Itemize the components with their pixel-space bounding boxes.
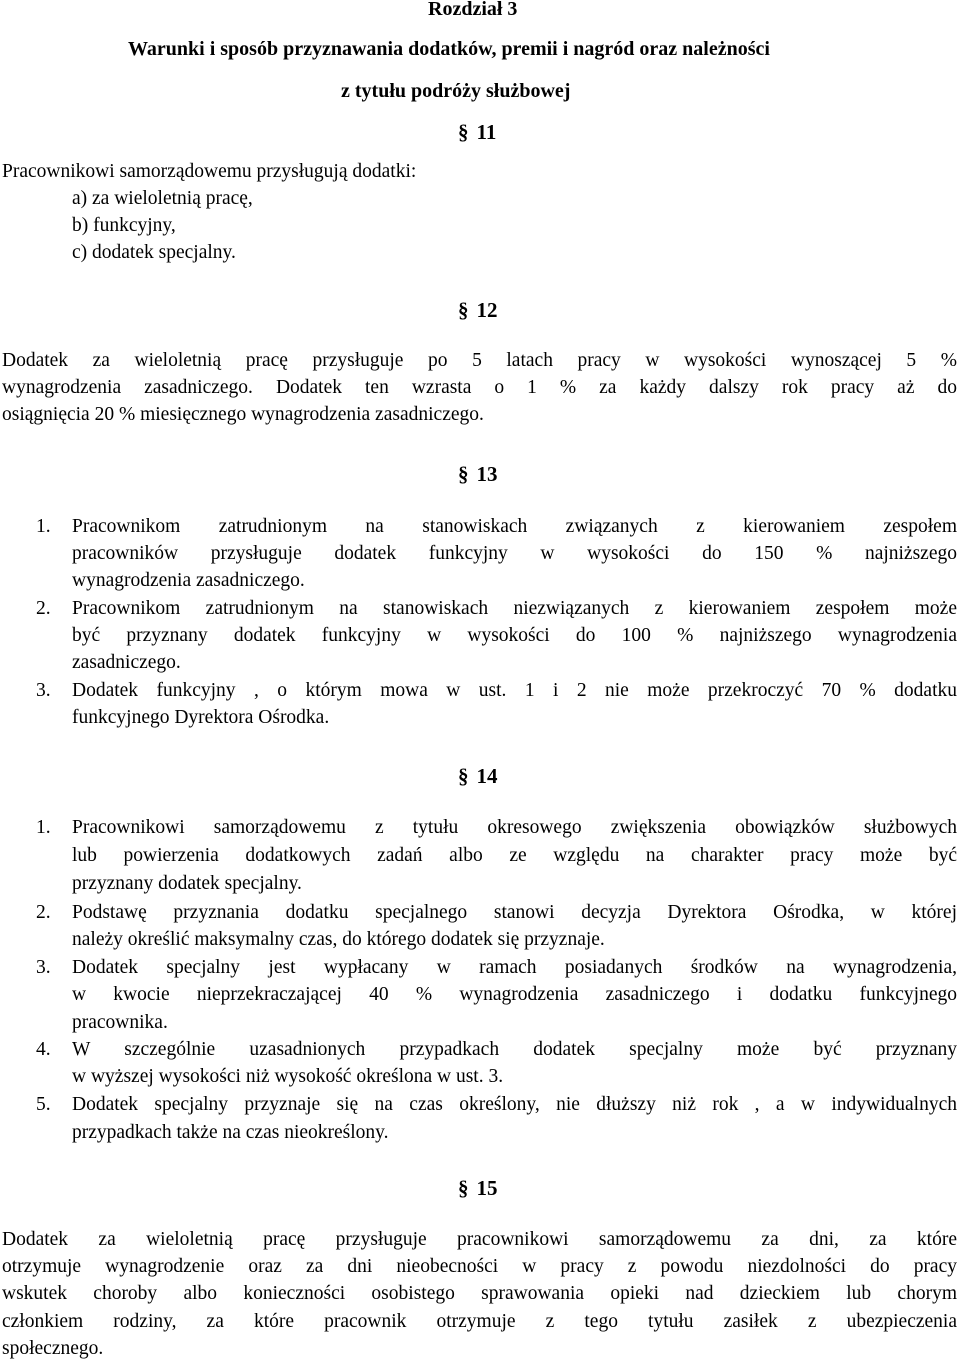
section-sign-icon: §	[458, 764, 469, 788]
section-14-item-number: 2.	[36, 902, 51, 923]
section-14-item-line: pracownika.	[72, 1012, 168, 1033]
section-14-item-line: Pracownikowi samorządowemu z tytułu okresowego zwiększenia obowiązków służbowych	[72, 817, 957, 838]
chapter-subtitle-line2: z tytułu podróży służbowej	[341, 80, 571, 102]
section-14-item-number: 5.	[36, 1094, 51, 1115]
section-14-item-line: należy określić maksymalny czas, do którego dodatek się przyznaje.	[72, 929, 605, 950]
section-14-item-line: przypadkach także na czas nieokreślony.	[72, 1122, 389, 1143]
section-13-item-line: Dodatek funkcyjny , o którym mowa w ust. 1 i 2 nie może przekroczyć 70 % dodatku	[72, 680, 957, 701]
section-12-line: osiągnięcia 20 % miesięcznego wynagrodzenia zasadniczego.	[2, 404, 484, 425]
section-15-line: wskutek choroby albo konieczności osobistego sprawowania opieki nad dzieckiem lub chorym	[2, 1283, 957, 1304]
section-13-item-line: funkcyjnego Dyrektora Ośrodka.	[72, 707, 330, 728]
section-14-item-line: lub powierzenia dodatkowych zadań albo ze względu na charakter pracy może być	[72, 845, 957, 866]
section-14-item-line: przyznany dodatek specjalny.	[72, 873, 302, 894]
section-12-heading: § 12	[458, 298, 498, 322]
section-11-item: c) dodatek specjalny.	[72, 242, 236, 263]
section-14-item-line: Podstawę przyznania dodatku specjalnego stanowi decyzja Dyrektora Ośrodka, w której	[72, 902, 957, 923]
section-13-item-line: pracowników przysługuje dodatek funkcyjny w wysokości do 150 % najniższego	[72, 543, 957, 564]
section-11-heading: § 11	[458, 120, 497, 144]
section-14-item-number: 1.	[36, 817, 51, 838]
section-sign-icon: §	[458, 1176, 469, 1200]
section-14-item-line: W szczególnie uzasadnionych przypadkach dodatek specjalny może być przyznany	[72, 1039, 957, 1060]
section-13-item-line: być przyznany dodatek funkcyjny w wysokości do 100 % najniższego wynagrodzenia	[72, 625, 957, 646]
section-14-item-line: Dodatek specjalny jest wypłacany w ramach posiadanych środków na wynagrodzenia,	[72, 957, 957, 978]
section-13-heading: § 13	[458, 462, 498, 486]
section-14-item-line: w kwocie nieprzekraczającej 40 % wynagrodzenia zasadniczego i dodatku funkcyjnego	[72, 984, 957, 1005]
section-14-item-line: Dodatek specjalny przyznaje się na czas określony, nie dłuższy niż rok , a w indywidualnych	[72, 1094, 957, 1115]
section-14-item-number: 4.	[36, 1039, 51, 1060]
section-13-item-line: wynagrodzenia zasadniczego.	[72, 570, 305, 591]
section-11-item: b) funkcyjny,	[72, 215, 176, 236]
section-14-item-number: 3.	[36, 957, 51, 978]
section-11-item: a) za wieloletnią pracę,	[72, 188, 253, 209]
section-sign-icon: §	[458, 120, 469, 144]
section-13-item-line: Pracownikom zatrudnionym na stanowiskach niezwiązanych z kierowaniem zespołem może	[72, 598, 957, 619]
section-12-line: Dodatek za wieloletnią pracę przysługuje po 5 latach pracy w wysokości wynoszącej 5 %	[2, 350, 957, 371]
section-15-line: Dodatek za wieloletnią pracę przysługuje pracownikowi samorządowemu za dni, za które	[2, 1229, 957, 1250]
section-15-line: członkiem rodziny, za które pracownik otrzymuje z tego tytułu zasiłek z ubezpieczenia	[2, 1311, 957, 1332]
section-sign-icon: §	[458, 298, 469, 322]
section-12-line: wynagrodzenia zasadniczego. Dodatek ten wzrasta o 1 % za każdy dalszy rok pracy aż do	[2, 377, 957, 398]
section-15-line: społecznego.	[2, 1338, 104, 1359]
section-13-item-line: zasadniczego.	[72, 652, 181, 673]
section-14-item-line: w wyższej wysokości niż wysokość określona w ust. 3.	[72, 1066, 504, 1087]
section-14-heading: § 14	[458, 764, 498, 788]
section-13-item-line: Pracownikom zatrudnionym na stanowiskach związanych z kierowaniem zespołem	[72, 516, 957, 537]
chapter-title: Rozdział 3	[428, 0, 518, 20]
section-11-intro: Pracownikowi samorządowemu przysługują dodatki:	[2, 161, 417, 182]
section-13-item-number: 3.	[36, 680, 51, 701]
section-15-heading: § 15	[458, 1176, 498, 1200]
section-15-line: otrzymuje wynagrodzenie oraz za dni nieobecności w pracy z powodu niezdolności do pracy	[2, 1256, 957, 1277]
section-sign-icon: §	[458, 462, 469, 486]
section-13-item-number: 1.	[36, 516, 51, 537]
chapter-subtitle-line1: Warunki i sposób przyznawania dodatków, premii i nagród oraz należności	[128, 38, 770, 60]
section-13-item-number: 2.	[36, 598, 51, 619]
